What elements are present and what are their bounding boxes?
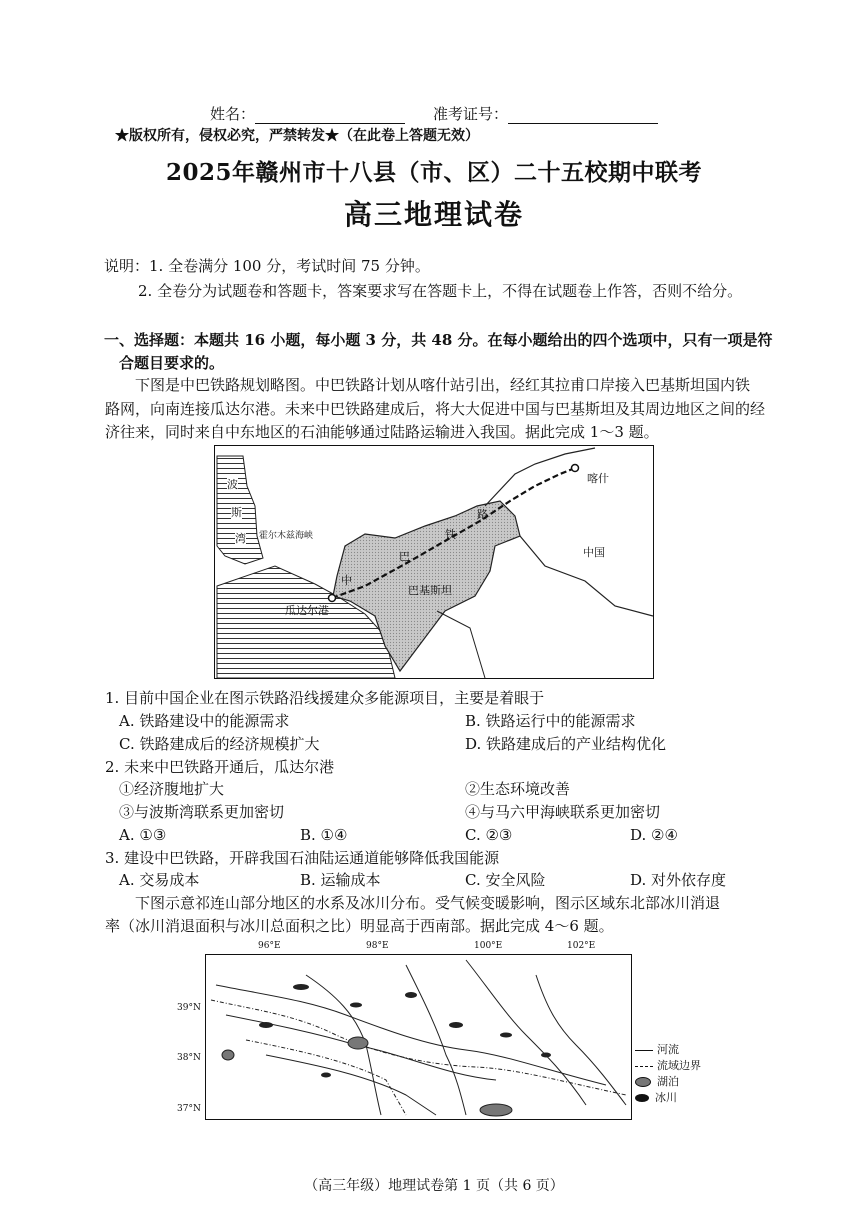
boundary-icon <box>635 1066 653 1067</box>
hormuz-label: 霍尔木兹海峡 <box>259 531 314 541</box>
lat-37-label: 37°N <box>177 1104 201 1114</box>
legend-glacier: 冰川 <box>635 1090 701 1106</box>
qilian-map-graphic <box>206 955 631 1119</box>
q1-option-b: B. 铁路运行中的能源需求 <box>465 712 636 730</box>
intro-1-line-2: 路网，向南连接瓜达尔港。未来中巴铁路建成后，将大大促进中国与巴基斯坦及其周边地区之间的经 <box>105 400 766 418</box>
exam-title: 2025年赣州市十八县（市、区）二十五校期中联考 <box>165 159 702 186</box>
q1-option-d: D. 铁路建成后的产业结构优化 <box>465 735 667 753</box>
intro-2-line-2: 率（冰川消退面积与冰川总面积之比）明显高于西南部。据此完成 4～6 题。 <box>105 917 614 935</box>
q2-option-c: C. ②③ <box>465 826 513 844</box>
q3-option-d: D. 对外依存度 <box>630 871 727 889</box>
legend-boundary: 流域边界 <box>635 1058 701 1074</box>
q2-stem: 2. 未来中巴铁路开通后，瓜达尔港 <box>105 758 335 776</box>
gwadar-label: 瓜达尔港 <box>285 604 329 617</box>
gulf-label-3: 湾 <box>235 532 246 545</box>
pakistan-label: 巴基斯坦 <box>408 584 452 597</box>
intro-1-line-3: 济往来，同时来自中东地区的石油能够通过陆路运输进入我国。据此完成 1～3 题。 <box>105 423 659 441</box>
railway-label-1: 中 <box>341 574 352 587</box>
id-label: 准考证号： <box>433 105 509 123</box>
gulf-label-1: 波 <box>227 478 238 491</box>
note-2: 2. 全卷分为试题卷和答题卡，答案要求写在答题卡上，不得在试题卷上作答，否则不给分。 <box>138 282 743 300</box>
name-field <box>210 104 405 124</box>
river-icon <box>635 1050 653 1051</box>
glacier-icon <box>635 1094 649 1102</box>
railway-label-4: 路 <box>477 508 488 521</box>
q2-option-b: B. ①④ <box>300 826 348 844</box>
lon-100-label: 100°E <box>474 941 503 951</box>
q2-option-a: A. ①③ <box>119 826 167 844</box>
copyright-notice: ★版权所有，侵权必究，严禁转发★（在此卷上答题无效） <box>115 128 479 144</box>
exam-subtitle: 高三地理试卷 <box>343 198 524 231</box>
note-1: 说明：1. 全卷满分 100 分，考试时间 75 分钟。 <box>104 257 430 275</box>
lon-98-label: 98°E <box>366 941 389 951</box>
q1-option-c: C. 铁路建成后的经济规模扩大 <box>119 735 320 753</box>
q2-item-2: ②生态环境改善 <box>465 780 571 798</box>
q3-option-c: C. 安全风险 <box>465 871 546 889</box>
page-footer: （高三年级）地理试卷第 1 页（共 6 页） <box>304 1178 564 1194</box>
section-1-heading-cont: 合题目要求的。 <box>119 354 225 372</box>
qilian-glacier-map <box>205 954 632 1120</box>
q2-item-1: ①经济腹地扩大 <box>119 780 225 798</box>
china-pakistan-railway-map <box>214 445 654 679</box>
lon-96-label: 96°E <box>258 941 281 951</box>
intro-1-line-1: 下图是中巴铁路规划略图。中巴铁路计划从喀什站引出，经红其拉甫口岸接入巴基斯坦国内铁 <box>135 376 751 394</box>
id-field <box>433 104 658 124</box>
lon-102-label: 102°E <box>567 941 596 951</box>
railway-label-2: 巴 <box>399 550 410 563</box>
q1-option-a: A. 铁路建设中的能源需求 <box>119 712 290 730</box>
lat-38-label: 38°N <box>177 1053 201 1063</box>
legend-lake: 湖泊 <box>635 1074 701 1090</box>
q3-option-a: A. 交易成本 <box>119 871 200 889</box>
name-blank <box>255 105 405 124</box>
legend-river: 河流 <box>635 1042 701 1058</box>
q2-item-4: ④与马六甲海峡联系更加密切 <box>465 803 661 821</box>
q2-option-d: D. ②④ <box>630 826 678 844</box>
map-legend <box>635 1042 701 1106</box>
q2-item-3: ③与波斯湾联系更加密切 <box>119 803 285 821</box>
kashi-label: 喀什 <box>587 472 609 485</box>
intro-2-line-1: 下图示意祁连山部分地区的水系及冰川分布。受气候变暖影响，图示区域东北部冰川消退 <box>135 894 721 912</box>
gulf-label-2: 斯 <box>231 506 242 519</box>
railway-label-3: 铁 <box>445 528 456 541</box>
q3-stem: 3. 建设中巴铁路，开辟我国石油陆运通道能够降低我国能源 <box>105 849 500 867</box>
id-blank <box>508 105 658 124</box>
section-1-heading: 一、选择题：本题共 16 小题，每小题 3 分，共 48 分。在每小题给出的四个选项中，只有一项是符 <box>104 331 773 349</box>
lake-icon <box>635 1077 651 1087</box>
q1-stem: 1. 目前中国企业在图示铁路沿线援建众多能源项目，主要是着眼于 <box>105 689 545 707</box>
name-label: 姓名： <box>210 105 256 123</box>
china-label: 中国 <box>583 546 605 559</box>
lat-39-label: 39°N <box>177 1003 201 1013</box>
q3-option-b: B. 运输成本 <box>300 871 381 889</box>
